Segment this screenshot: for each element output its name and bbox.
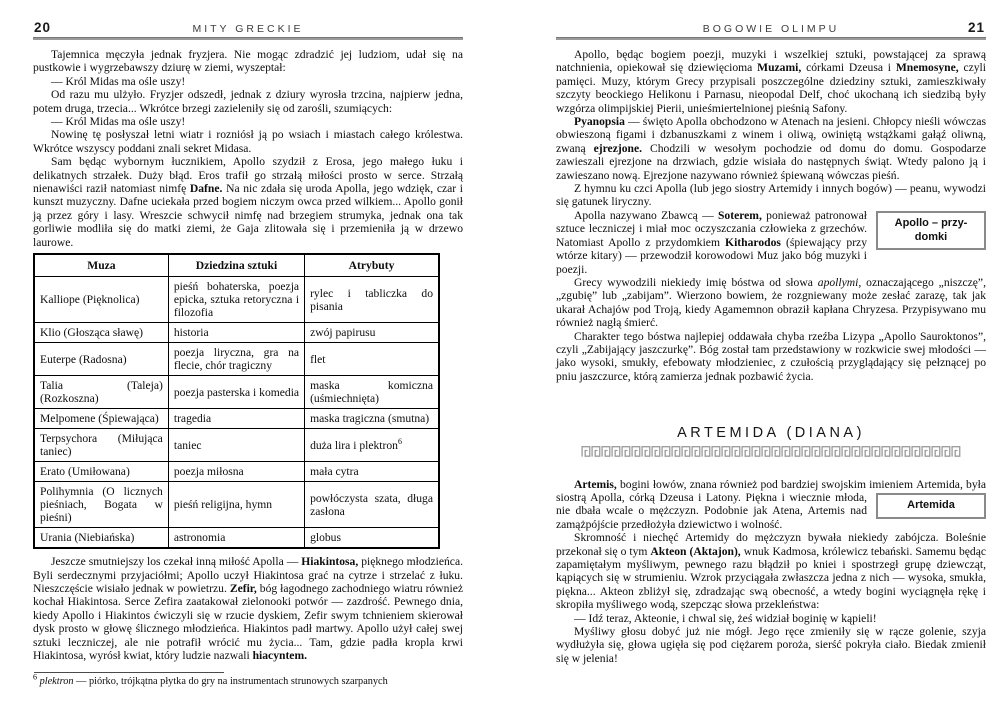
paragraph: Jeszcze smutniejszy los czekał inną miłość Apolla — Hiakintosa, pięknego młodzieńca. Byli serdecznymi przyjaciółmi; Apollo uczył Hiakintosa grać na cytrze i strzelać z łuku. Nieszczęście wisiało jednak w powietrzu. Zefir, bóg łagodnego zachodniego wiatru również kochał Hiakintosa. Serce Zefira zaatakował zielonooki potwór — zazdrość. Pewnego dnia, kiedy Apollo i Hiakintos ćwiczyli się w rzucie dyskiem, Zefir swym tchnieniem skierował dysk prosto w głowę ślicznego młodzieńca. Hiakintos padł martwy. Apollo użył całej swej sztuki leczniczej, ale nie potrafił wrócić mu życia... Tam, gdzie padła kropla krwi Hiakintosa, wyrósł kwiat, który ludzie nazwali hiacyntem. — [33, 555, 463, 662]
meander-unit-icon — [601, 445, 611, 458]
footnote: $^6$ plektron — piórko, trójkątna płytka do gry na instrumentach strunowych szarpanych — [33, 672, 388, 688]
paragraph: Skromność i niechęć Artemidy do mężczyzn bywała niekiedy zabójcza. Boleśnie przekonał się o tym Akteon (Aktajon), wnuk Kadmosa, królewicz tebański. Samemu będąc zapamiętałym myśliwym, pewnego razu błądził po kniei i spostrzegł grupę dziewcząt, kąpiących się w strumieniu. Wzrok przyciągała zwłaszcza jedna z nich — wysoka, smukła, piękna... Akteon zbliżył się, zdradzając swą obecność, a wtedy bogini wyciągnęła rękę i skropiła myśliwego wodą, szepcząc słowa przekleństwa: — [556, 531, 986, 612]
page-number-left: 20 — [34, 20, 52, 35]
apollo-przydomki-box — [876, 211, 986, 251]
table-row — [34, 376, 439, 409]
table-cell: historia — [168, 323, 304, 343]
table-cell: Talia (Taleja) (Rozkoszna) — [34, 376, 168, 409]
left-paragraphs — [33, 48, 463, 249]
table-header-row — [34, 254, 439, 277]
table-cell: duża lira i plektron$^6$ — [305, 429, 439, 462]
paragraph: Sam będąc wybornym łucznikiem, Apollo szydził z Erosa, jego małego łuku i delikatnych strzałek. Duży błąd. Eros trafił go strzałą miłości prosto w serce. Strzałą nienawiści raził natomiast nimfę Dafne. Na nic zdała się uroda Apolla, jego wdzięk, czar i kunszt muzyczny. Dafne uciekała przed bogiem niczym owca przed wilkiem... Apollo gonił ją przez góry i lasy. Wreszcie schwycił nimfę nad brzegiem strumyka, jednak ona tak gorliwie modliła się do matki ziemi, że Gaja zlitowała się i przemieniła ją w drzewo laurowe. — [33, 155, 463, 249]
meander-unit-icon — [701, 445, 711, 458]
meander-unit-icon — [761, 445, 771, 458]
left-text-column — [33, 48, 463, 689]
header-rule-right — [556, 37, 986, 40]
running-title-right: BOGOWIE OLIMPU — [702, 23, 840, 35]
meander-unit-icon — [591, 445, 601, 458]
table-cell: Kalliope (Pięknolica) — [34, 277, 168, 323]
page-number-right: 21 — [967, 20, 985, 35]
running-title-left: MITY GRECKIE — [192, 23, 304, 35]
paragraph: Pyanopsia — święto Apolla obchodzono w Atenach na jesieni. Chłopcy nieśli wówczas obwieszoną figami i dzbanuszkami z winem i oliwą, owiniętą wstążkami gałąź oliwną, zwaną ejrezjone. Chodzili w wesołym pochodzie od domu do domu. Gospodarze zawieszali ejrezjone na drzwiach, gdzie wisiała do następnych świąt. Wtedy palono ją i zawieszano nową. Ejrezjone nazywano również śpiewaną wówczas pieśń. — [556, 115, 987, 182]
meander-unit-icon — [731, 445, 741, 458]
table-cell: pieśń bohaterska, poezja epicka, sztuka retoryczna i filozofia — [168, 277, 304, 323]
meander-unit-icon — [721, 445, 731, 458]
meander-unit-icon — [751, 445, 761, 458]
meander-unit-icon — [881, 445, 891, 458]
table-cell: taniec — [168, 429, 304, 462]
table-cell: Polihymnia (O licznych pieśniach, Bogata w pieśni) — [34, 482, 168, 528]
meander-unit-icon — [911, 445, 921, 458]
paragraph: Od razu mu ulżyło. Fryzjer odszedł, jednak z dziury wyrosła trzcina, najpierw jedna, potem druga, trzecia... Wkrótce brzegi zazieleniły się od zarośli, szumiących: — [33, 88, 463, 115]
meander-unit-icon — [661, 445, 671, 458]
table-row — [34, 323, 439, 343]
table-row — [34, 429, 439, 462]
table-row — [34, 409, 439, 429]
meander-unit-icon — [621, 445, 631, 458]
table-row — [34, 343, 439, 376]
meander-unit-icon — [711, 445, 721, 458]
table-row — [34, 462, 439, 482]
table-cell: poezja liryczna, gra na flecie, chór tragiczny — [168, 343, 304, 376]
paragraph: — Król Midas ma ośle uszy! — [51, 115, 186, 129]
muses-table — [33, 253, 440, 549]
table-cell: pieśń religijna, hymn — [168, 482, 304, 528]
meander-unit-icon — [931, 445, 941, 458]
table-header-cell: Muza — [34, 254, 168, 277]
meander-unit-icon — [811, 445, 821, 458]
meander-unit-icon — [861, 445, 871, 458]
table-cell: zwój papirusu — [305, 323, 439, 343]
meander-unit-icon — [651, 445, 661, 458]
meander-unit-icon — [841, 445, 851, 458]
table-row — [34, 277, 439, 323]
meander-unit-icon — [691, 445, 701, 458]
paragraph: Artemis, bogini łowów, znana również pod bardziej swojskim imieniem Artemida Artemida, była siostrą Apolla, córką Dzeusa i Latony. Piękna i wiecznie młoda, nie dbała wcale o mężczyzn. Podobnie jak Atena, Artemis nad zamążpójście przedłożyła dziewictwo i wolność. — [556, 477, 986, 531]
table-cell: rylec i tabliczka do pisania — [305, 277, 439, 323]
artemida-box — [876, 493, 986, 519]
meander-unit-icon — [681, 445, 691, 458]
table-cell: Erato (Umiłowana) — [34, 462, 168, 482]
meander-unit-icon — [641, 445, 651, 458]
table-cell: poezja pasterska i komedia — [168, 376, 304, 409]
table-header-cell: Dziedzina sztuki — [168, 254, 304, 277]
apollo-paragraphs — [556, 48, 986, 383]
meander-unit-icon — [851, 445, 861, 458]
meander-unit-icon — [951, 445, 961, 458]
meander-unit-icon — [831, 445, 841, 458]
meander-unit-icon — [791, 445, 801, 458]
artemida-section-heading — [556, 427, 986, 457]
paragraph: Myśliwy głosu dobyć już nie mógł. Jego ręce zmieniły się w rącze golenie, szyja wydłużyła się, głowa ugięła się pod ciężarem poroża, sierść pokryła ciało. Biedak zmienił się w jelenia! — [556, 625, 986, 665]
table-cell: Euterpe (Radosna) — [34, 343, 168, 376]
table-cell: Urania (Niebiańska) — [34, 528, 168, 549]
table-cell: tragedia — [168, 409, 304, 429]
table-cell: maska tragiczna (smutna) — [305, 409, 439, 429]
table-header-cell: Atrybuty — [305, 254, 439, 277]
page-20 — [33, 0, 463, 712]
meander-unit-icon — [901, 445, 911, 458]
meander-unit-icon — [771, 445, 781, 458]
meander-unit-icon — [671, 445, 681, 458]
meander-unit-icon — [581, 445, 591, 458]
artemida-paragraphs — [556, 478, 986, 666]
paragraph: Tajemnica męczyła jednak fryzjera. Nie mogąc zdradzić jej ludziom, udał się na pustkowie i wygrzebawszy dziurę w ziemi, wyszeptał: — [33, 48, 463, 75]
left-paragraphs-after-table — [33, 555, 463, 662]
section-title: ARTEMIDA (DIANA) — [677, 425, 865, 442]
paragraph: Z hymnu ku czci Apolla (lub jego siostry Artemidy i innych bogów) — peanu, wywodzi się gatunek liryczny. — [556, 182, 986, 209]
meander-unit-icon — [871, 445, 881, 458]
sidebar-box-label: Artemida — [907, 498, 955, 511]
paragraph: — Idź teraz, Akteonie, i chwal się, żeś widział boginię w kąpieli! — [574, 611, 877, 625]
meander-unit-icon — [941, 445, 951, 458]
meander-unit-icon — [921, 445, 931, 458]
table-cell: globus — [305, 528, 439, 549]
table-cell: Klio (Głosząca sławę) — [34, 323, 168, 343]
meander-unit-icon — [611, 445, 621, 458]
page-header-right — [556, 18, 986, 40]
muses-table-body — [34, 277, 439, 549]
page-header-left — [33, 18, 463, 40]
meander-unit-icon — [801, 445, 811, 458]
footnote-rule — [34, 672, 224, 673]
table-cell: Terpsychora (Miłująca taniec) — [34, 429, 168, 462]
muses-table-head — [34, 254, 439, 277]
table-cell: Melpomene (Śpiewająca) — [34, 409, 168, 429]
paragraph: Charakter tego bóstwa najlepiej oddawała chyba rzeźba Lizypa „Apollo Sauroktonos”, czyli „Zabijający jaszczurkę”. Bóg został tam przedstawiony w rozkwicie swej młodości — jako wysoki, smukły, efebowaty młodzieniec, z czułością przyglądający się pełznącej po pniu jaszczurce, którą zamierza jednak pozbawić życia. — [556, 329, 986, 383]
sidebar-box-label: Apollo – przy- — [894, 216, 968, 229]
meander-unit-icon — [891, 445, 901, 458]
meander-unit-icon — [821, 445, 831, 458]
header-rule-left — [33, 37, 463, 40]
table-cell: powłóczysta szata, długa zasłona — [305, 482, 439, 528]
paragraph: Grecy wywodzili niekiedy imię bóstwa od słowa apollymi, oznaczającego „niszczę”, „zgubię” lub „zabijam”. Wierzono bowiem, że rozgniewany może zesłać zarazę, tak jak ukarał Achajów pod Troją, kiedy Agamemnon obraził kapłana Chryzesa. Przypisywano mu również nagłą śmierć. — [556, 275, 986, 330]
table-cell: poezja miłosna — [168, 462, 304, 482]
page-21 — [556, 0, 986, 712]
table-cell: maska komiczna (uśmiechnięta) — [305, 376, 439, 409]
paragraph: Apollo – przy- domki Apolla nazywano Zbawcą — Soterem, ponieważ patronował sztuce leczniczej i miał moc oczyszczania człowieka z grzechów. Natomiast Apollo z przydomkiem Kitharodos (śpiewający przy wtórze kitary) — przewodził korowodowi Muz jako bóg muzyki i poezji. — [556, 209, 986, 276]
table-row — [34, 528, 439, 549]
paragraph: — Król Midas ma ośle uszy! — [51, 74, 186, 88]
paragraph: Apollo, będąc bogiem poezji, muzyki i wszelkiej sztuki, powstającej za sprawą natchnienia, opiekował się dziewięcioma Muzami, córkami Dzeusa i Mnemosyne, czyli pamięci. Muzy, którym Grecy przypisali poszczególne dziedziny sztuki, zamieszkiwały szczyty beockiego Helikonu i Parnasu, nieopodal Delf, choć ukochaną ich siedzibą były wzgórza olimpijskiej Pierii, unieśmiertelnionej pieśnią Safony. — [556, 48, 987, 115]
greek-meander-border — [556, 445, 986, 458]
table-cell: mała cytra — [305, 462, 439, 482]
paragraph: Nowinę tę posłyszał letni wiatr i rozniósł ją po wsiach i miastach całego królestwa. Wkrótce wszyscy poddani znali sekret Midasa. — [33, 128, 463, 155]
right-text-column — [556, 48, 986, 665]
table-cell: flet — [305, 343, 439, 376]
meander-unit-icon — [631, 445, 641, 458]
table-cell: astronomia — [168, 528, 304, 549]
table-row — [34, 482, 439, 528]
meander-unit-icon — [781, 445, 791, 458]
sidebar-box-label: domki — [914, 230, 948, 243]
meander-unit-icon — [741, 445, 751, 458]
